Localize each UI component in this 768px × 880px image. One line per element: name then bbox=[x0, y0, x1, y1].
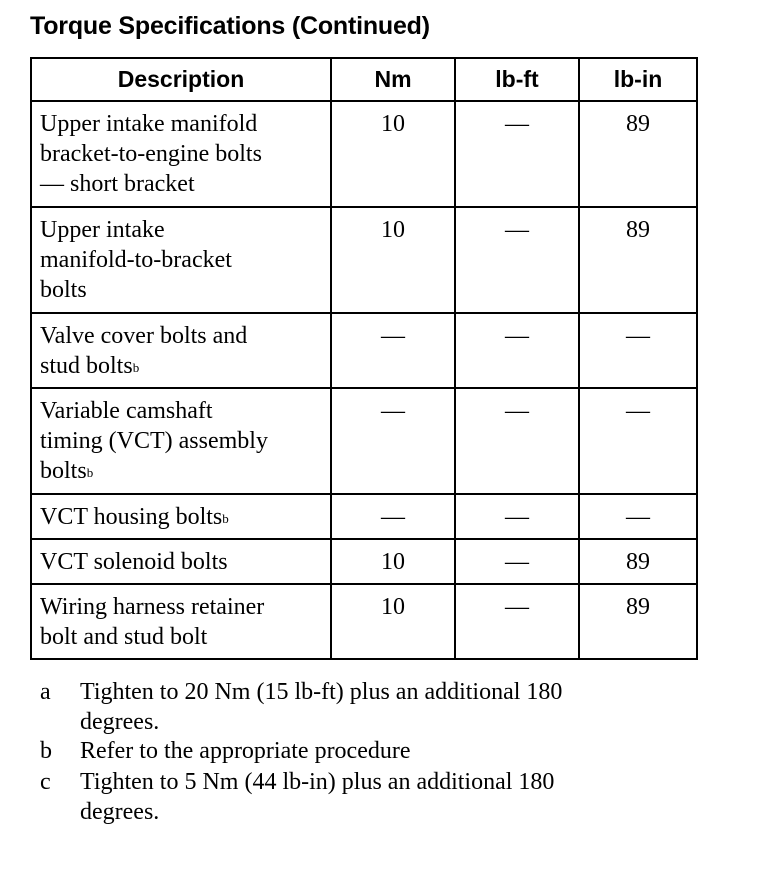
lb-ft-cell: — bbox=[455, 584, 579, 659]
description-text: VCT housing bolts bbox=[40, 504, 223, 530]
description-line: Upper intake bbox=[40, 217, 165, 243]
column-header-nm: Nm bbox=[331, 58, 455, 101]
footnote-line: Tighten to 20 Nm (15 lb-ft) plus an additional 180 bbox=[80, 679, 563, 705]
description-line: Wiring harness retainer bbox=[40, 594, 265, 620]
page-title: Torque Specifications (Continued) bbox=[30, 12, 430, 40]
description-text: bolts bbox=[40, 458, 87, 484]
footnote-a bbox=[40, 677, 700, 737]
footnote-text bbox=[80, 736, 700, 766]
lb-in-cell: — bbox=[579, 494, 697, 539]
lb-ft-cell: — bbox=[455, 313, 579, 388]
description-line: Upper intake manifold bbox=[40, 111, 258, 137]
footnote-letter: a bbox=[40, 679, 51, 705]
lb-in-cell: 89 bbox=[579, 207, 697, 313]
footnote-text bbox=[80, 677, 700, 737]
description-line: VCT solenoid bolts bbox=[40, 549, 228, 575]
description-cell bbox=[31, 313, 331, 388]
column-header-lb-ft: lb-ft bbox=[455, 58, 579, 101]
footnote-c bbox=[40, 767, 700, 827]
footnote-line: Tighten to 5 Nm (44 lb-in) plus an additional 180 bbox=[80, 769, 555, 795]
description-line bbox=[40, 456, 322, 486]
table-row bbox=[31, 207, 697, 313]
footnote-letter: b bbox=[40, 738, 52, 764]
footnote-line: degrees. bbox=[80, 799, 160, 825]
description-text: stud bolts bbox=[40, 353, 133, 379]
description-cell bbox=[31, 101, 331, 207]
column-header-description: Description bbox=[31, 58, 331, 101]
table-row bbox=[31, 388, 697, 494]
description-line bbox=[40, 351, 322, 381]
description-line: manifold-to-bracket bbox=[40, 247, 232, 273]
table-row bbox=[31, 539, 697, 584]
description-line: bolt and stud bolt bbox=[40, 624, 208, 650]
footnote-ref: b bbox=[132, 360, 140, 375]
torque-spec-table bbox=[30, 57, 698, 660]
lb-ft-cell: — bbox=[455, 539, 579, 584]
footnote-ref: b bbox=[86, 465, 94, 480]
nm-cell: — bbox=[331, 388, 455, 494]
footnote-line: degrees. bbox=[80, 709, 160, 735]
description-cell bbox=[31, 207, 331, 313]
description-line: bracket-to-engine bolts bbox=[40, 141, 262, 167]
description-line: bolts bbox=[40, 277, 87, 303]
footnote-b bbox=[40, 736, 700, 766]
description-cell bbox=[31, 539, 331, 584]
table-row bbox=[31, 313, 697, 388]
description-line: timing (VCT) assembly bbox=[40, 428, 268, 454]
nm-cell: 10 bbox=[331, 207, 455, 313]
lb-ft-cell: — bbox=[455, 388, 579, 494]
description-cell bbox=[31, 388, 331, 494]
lb-in-cell: — bbox=[579, 388, 697, 494]
nm-cell: 10 bbox=[331, 101, 455, 207]
nm-cell: 10 bbox=[331, 584, 455, 659]
description-line: Variable camshaft bbox=[40, 398, 213, 424]
footnote-letter: c bbox=[40, 769, 51, 795]
table-row bbox=[31, 494, 697, 539]
lb-ft-cell: — bbox=[455, 207, 579, 313]
footnote-text bbox=[80, 767, 700, 827]
table-header-row bbox=[31, 58, 697, 101]
table-row bbox=[31, 584, 697, 659]
lb-in-cell: 89 bbox=[579, 584, 697, 659]
description-cell bbox=[31, 494, 331, 539]
lb-in-cell: — bbox=[579, 313, 697, 388]
description-line: — short bracket bbox=[40, 171, 195, 197]
footnote-ref: b bbox=[222, 511, 229, 526]
footnote-line: Refer to the appropriate procedure bbox=[80, 738, 411, 764]
description-line: Valve cover bolts and bbox=[40, 323, 248, 349]
description-line bbox=[40, 502, 322, 532]
column-header-lb-in: lb-in bbox=[579, 58, 697, 101]
nm-cell: 10 bbox=[331, 539, 455, 584]
nm-cell: — bbox=[331, 494, 455, 539]
lb-in-cell: 89 bbox=[579, 101, 697, 207]
lb-ft-cell: — bbox=[455, 494, 579, 539]
nm-cell: — bbox=[331, 313, 455, 388]
lb-ft-cell: — bbox=[455, 101, 579, 207]
table-row bbox=[31, 101, 697, 207]
description-cell bbox=[31, 584, 331, 659]
lb-in-cell: 89 bbox=[579, 539, 697, 584]
